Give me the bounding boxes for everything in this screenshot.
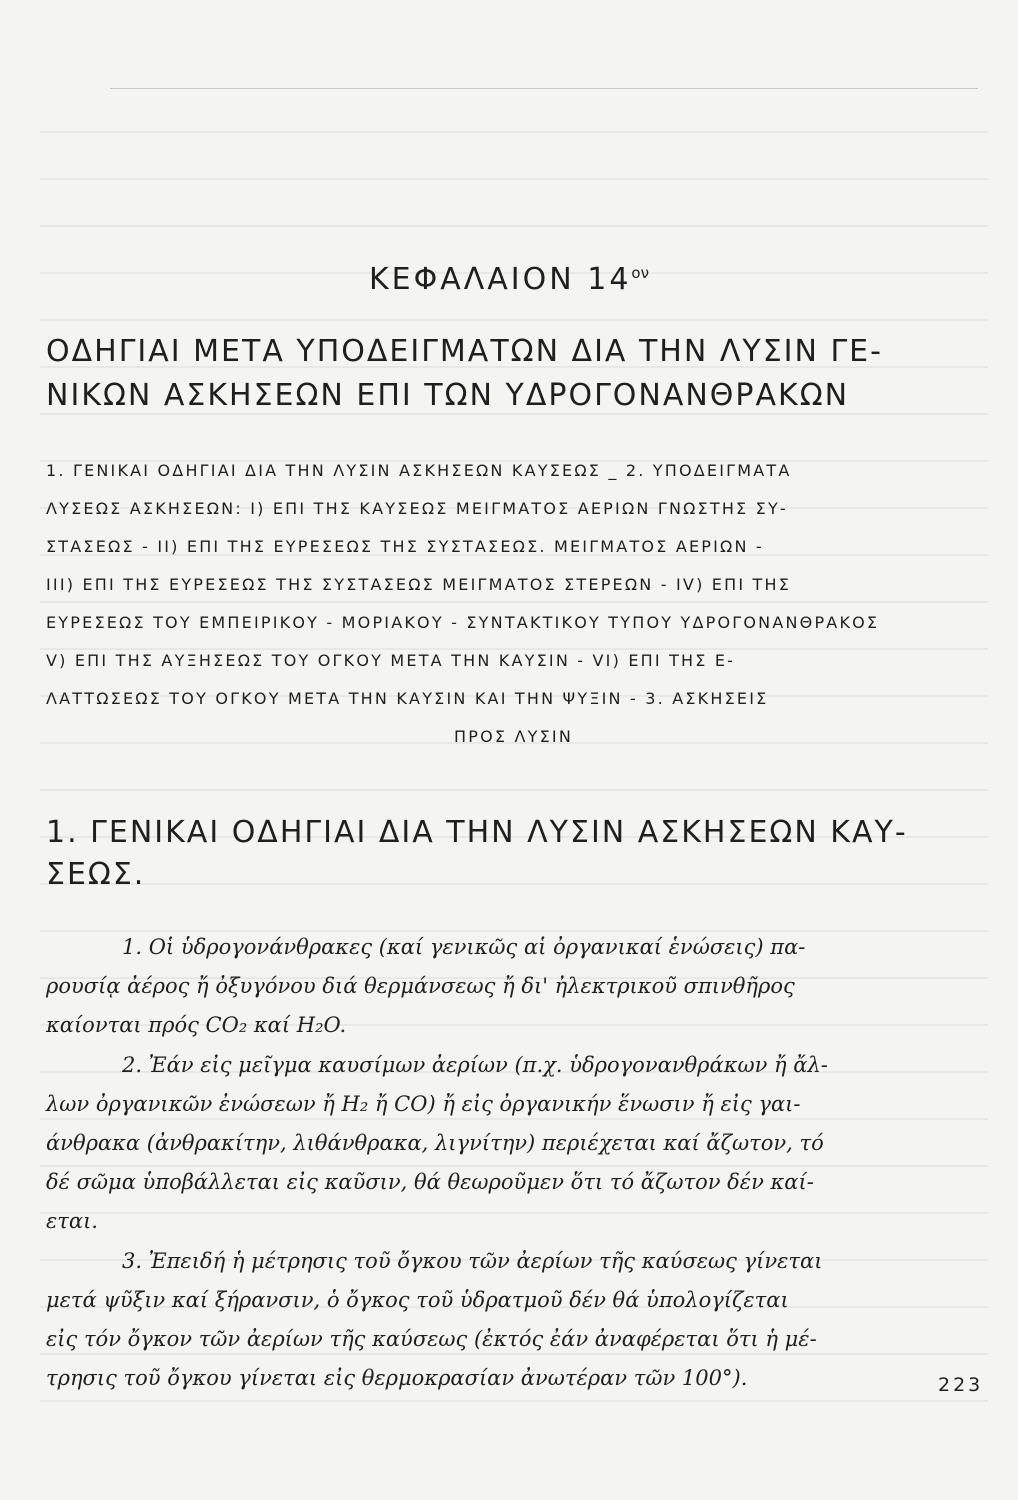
toc-line: ΣΤΑΣΕΩΣ - II) ΕΠΙ ΤΗΣ ΕΥΡΕΣΕΩΣ ΤΗΣ ΣΥΣΤΑΣΕΩΣ. ΜΕΙΓΜΑΤΟΣ ΑΕΡΙΩΝ - bbox=[46, 537, 764, 556]
toc-line: III) ΕΠΙ ΤΗΣ ΕΥΡΕΣΕΩΣ ΤΗΣ ΣΥΣΤΑΣΕΩΣ ΜΕΙΓΜΑΤΟΣ ΣΤΕΡΕΩΝ - IV) ΕΠΙ ΤΗΣ bbox=[46, 575, 792, 594]
main-heading-line: ΟΔΗΓΙΑΙ ΜΕΤΑ ΥΠΟΔΕΙΓΜΑΤΩΝ ΔΙΑ ΤΗΝ ΛΥΣΙΝ ΓΕ- bbox=[46, 334, 883, 369]
section-heading bbox=[46, 812, 981, 896]
toc-line: ΛΥΣΕΩΣ ΑΣΚΗΣΕΩΝ: I) ΕΠΙ ΤΗΣ ΚΑΥΣΕΩΣ ΜΕΙΓΜΑΤΟΣ ΑΕΡΙΩΝ ΓΝΩΣΤΗΣ ΣΥ- bbox=[46, 499, 788, 518]
paragraph-2 bbox=[46, 1046, 986, 1241]
toc-line-last: ΠΡΟΣ ΛΥΣΙΝ bbox=[454, 727, 573, 746]
paragraph-line: 3. Ἐπειδή ἡ μέτρησις τοῦ ὄγκου τῶν ἀερίων τῆς καύσεως γίνεται bbox=[122, 1249, 823, 1273]
faint-header-rule bbox=[110, 88, 978, 89]
paragraph-line: 2. Ἐάν εἰς μεῖγμα καυσίμων ἀερίων (π.χ. ὑδρογονανθράκων ἤ ἄλ- bbox=[122, 1053, 828, 1077]
paragraph-line: τρησις τοῦ ὄγκου γίνεται εἰς θερμοκρασίαν ἀνωτέραν τῶν 100°). bbox=[46, 1366, 748, 1390]
toc-line: 1. ΓΕΝΙΚΑΙ ΟΔΗΓΙΑΙ ΔΙΑ ΤΗΝ ΛΥΣΙΝ ΑΣΚΗΣΕΩΝ ΚΑΥΣΕΩΣ _ 2. ΥΠΟΔΕΙΓΜΑΤΑ bbox=[46, 461, 792, 480]
section-heading-line: ΣΕΩΣ. bbox=[46, 857, 146, 892]
paragraph-line: λων ὀργανικῶν ἐνώσεων ἤ H₂ ἤ CO) ἤ εἰς ὀργανικήν ἕνωσιν ἤ εἰς γαι- bbox=[46, 1092, 801, 1116]
paragraph-1 bbox=[46, 928, 986, 1045]
chapter-title bbox=[0, 262, 1018, 297]
paragraph-line: άνθρακα (ἀνθρακίτην, λιθάνθρακα, λιγνίτην) περιέχεται καί ἄζωτον, τό bbox=[46, 1131, 824, 1155]
section-heading-line: 1. ΓΕΝΙΚΑΙ ΟΔΗΓΙΑΙ ΔΙΑ ΤΗΝ ΛΥΣΙΝ ΑΣΚΗΣΕΩΝ ΚΑΥ- bbox=[46, 815, 908, 850]
paragraph-line: 1. Οἱ ὑδρογονάνθρακες (καί γενικῶς αἱ ὀργανικαί ἑνώσεις) πα- bbox=[122, 935, 806, 959]
toc-line: V) ΕΠΙ ΤΗΣ ΑΥΞΗΣΕΩΣ ΤΟΥ ΟΓΚΟΥ ΜΕΤΑ ΤΗΝ ΚΑΥΣΙΝ - VI) ΕΠΙ ΤΗΣ Ε- bbox=[46, 651, 736, 670]
paragraph-line: εται. bbox=[46, 1209, 98, 1233]
chapter-ordinal: ον bbox=[631, 264, 649, 282]
paragraph-line: καίονται πρός CO₂ καί H₂O. bbox=[46, 1013, 347, 1037]
body-text bbox=[46, 928, 986, 1399]
paragraph-line: ρουσίᾳ ἀέρος ἤ ὀξυγόνου διά θερμάνσεως ἤ δι' ἠλεκτρικοῦ σπινθῆρος bbox=[46, 974, 795, 998]
toc-line: ΛΑΤΤΩΣΕΩΣ ΤΟΥ ΟΓΚΟΥ ΜΕΤΑ ΤΗΝ ΚΑΥΣΙΝ ΚΑΙ ΤΗΝ ΨΥΞΙΝ - 3. ΑΣΚΗΣΕΙΣ bbox=[46, 689, 769, 708]
page-number: 223 bbox=[938, 1374, 984, 1396]
paragraph-line: εἰς τόν ὄγκον τῶν ἀερίων τῆς καύσεως (ἐκτός ἐάν ἀναφέρεται ὅτι ἡ μέ- bbox=[46, 1327, 817, 1351]
chapter-title-text: ΚΕΦΑΛΑΙΟΝ 14 bbox=[369, 262, 632, 297]
toc-line: ΕΥΡΕΣΕΩΣ ΤΟΥ ΕΜΠΕΙΡΙΚΟΥ - ΜΟΡΙΑΚΟΥ - ΣΥΝΤΑΚΤΙΚΟΥ ΤΥΠΟΥ ΥΔΡΟΓΟΝΑΝΘΡΑΚΟΣ bbox=[46, 613, 880, 632]
main-heading-line: ΝΙΚΩΝ ΑΣΚΗΣΕΩΝ ΕΠΙ ΤΩΝ ΥΔΡΟΓΟΝΑΝΘΡΑΚΩΝ bbox=[46, 378, 850, 413]
main-heading bbox=[46, 330, 981, 418]
paragraph-line: μετά ψῦξιν καί ξήρανσιν, ὁ ὄγκος τοῦ ὑδρατμοῦ δέν θά ὑπολογίζεται bbox=[46, 1288, 789, 1312]
table-of-contents bbox=[46, 452, 981, 756]
paragraph-line: δέ σῶμα ὑποβάλλεται εἰς καῦσιν, θά θεωροῦμεν ὅτι τό ἄζωτον δέν καί- bbox=[46, 1170, 814, 1194]
paragraph-3 bbox=[46, 1242, 986, 1398]
